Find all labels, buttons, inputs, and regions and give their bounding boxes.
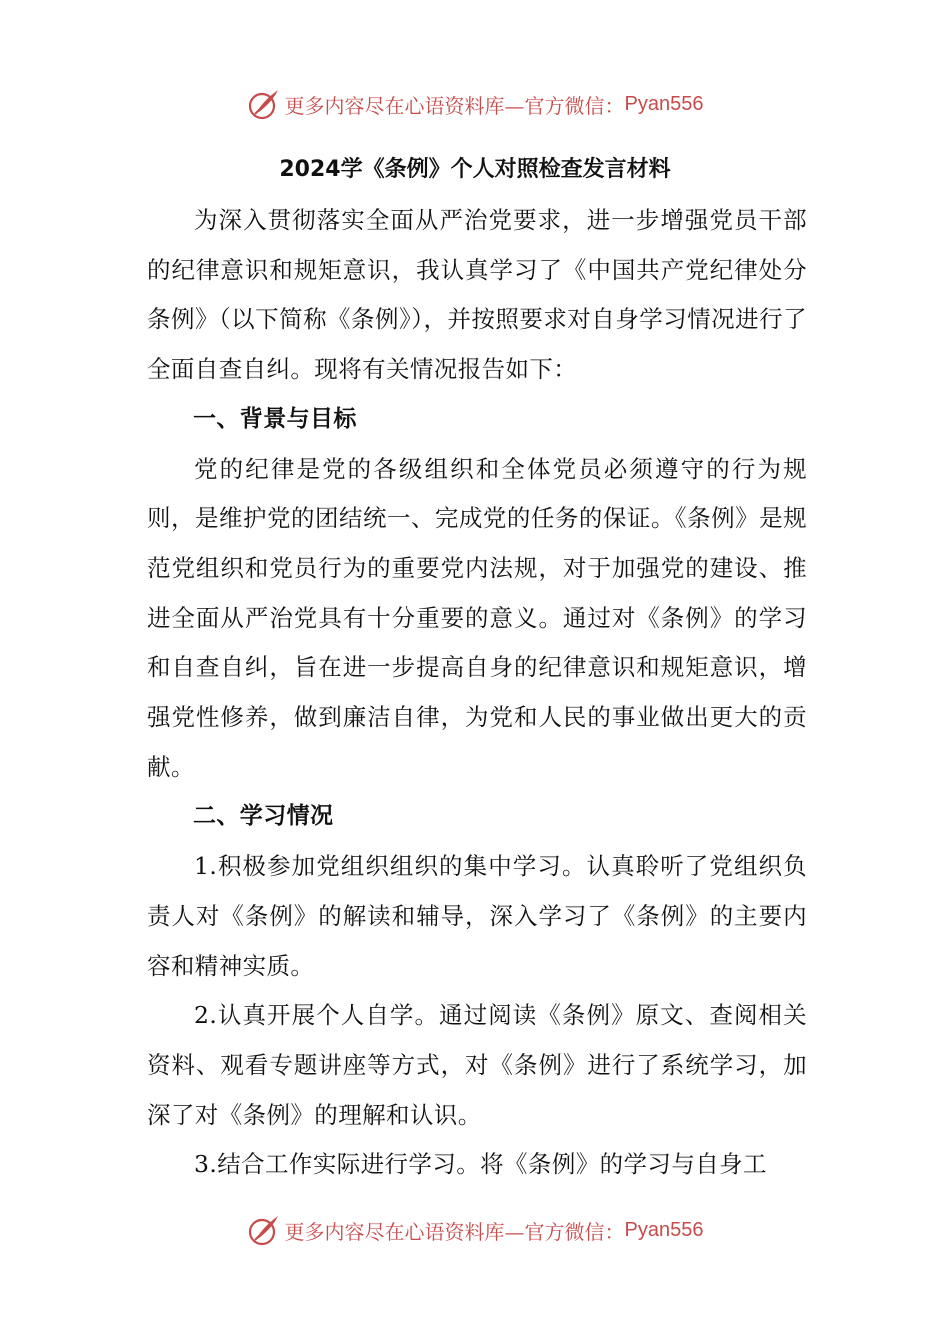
background-paragraph: 党的纪律是党的各级组织和全体党员必须遵守的行为规则，是维护党的团结统一、完成党的任务的保证。《条例》是规范党组织和党员行为的重要党内法规，对于加强党的建设、推进全面从严治党具有十分重要的意义。通过对《条例》的学习和自查自纠，旨在进一步提高自身的纪律意识和规矩意识，增强党性修养，做到廉洁自律，为党和人民的事业做出更大的贡献。 [147,454,807,781]
intro-paragraph: 为深入贯彻落实全面从严治党要求，进一步增强党员干部的纪律意识和规矩意识，我认真学习了《中国共产党纪律处分条例》（以下简称《条例》），并按照要求对自身学习情况进行了全面自查自纠。现将有关情况报告如下： [147,206,807,384]
quill-pen-seal-icon [247,1213,281,1247]
section-heading-background: 一、背景与目标 [193,405,357,432]
footer-watermark-banner [0,1210,950,1250]
quill-pen-seal-icon [247,87,281,121]
section-heading-study: 二、学习情况 [193,803,334,830]
watermark-text: 更多内容尽在心语资料库—官方微信： [284,93,625,118]
study-item-3: 3.结合工作实际进行学习。将《条例》的学习与自身工 [194,1150,767,1179]
watermark-text: 更多内容尽在心语资料库—官方微信： [284,1219,625,1244]
watermark-wechat-id: Pyan556 [624,92,704,115]
study-item-1: 1.积极参加党组织组织的集中学习。认真聆听了党组织负责人对《条例》的解读和辅导，深入学习了《条例》的主要内容和精神实质。 [147,852,807,980]
document-body [147,196,807,1190]
study-item-2: 2.认真开展个人自学。通过阅读《条例》原文、查阅相关资料、观看专题讲座等方式，对《条例》进行了系统学习，加深了对《条例》的理解和认识。 [147,1001,807,1129]
header-watermark-banner [0,84,950,124]
watermark-wechat-id: Pyan556 [624,1218,704,1241]
document-title: 2024学《条例》个人对照检查发言材料 [279,157,671,182]
